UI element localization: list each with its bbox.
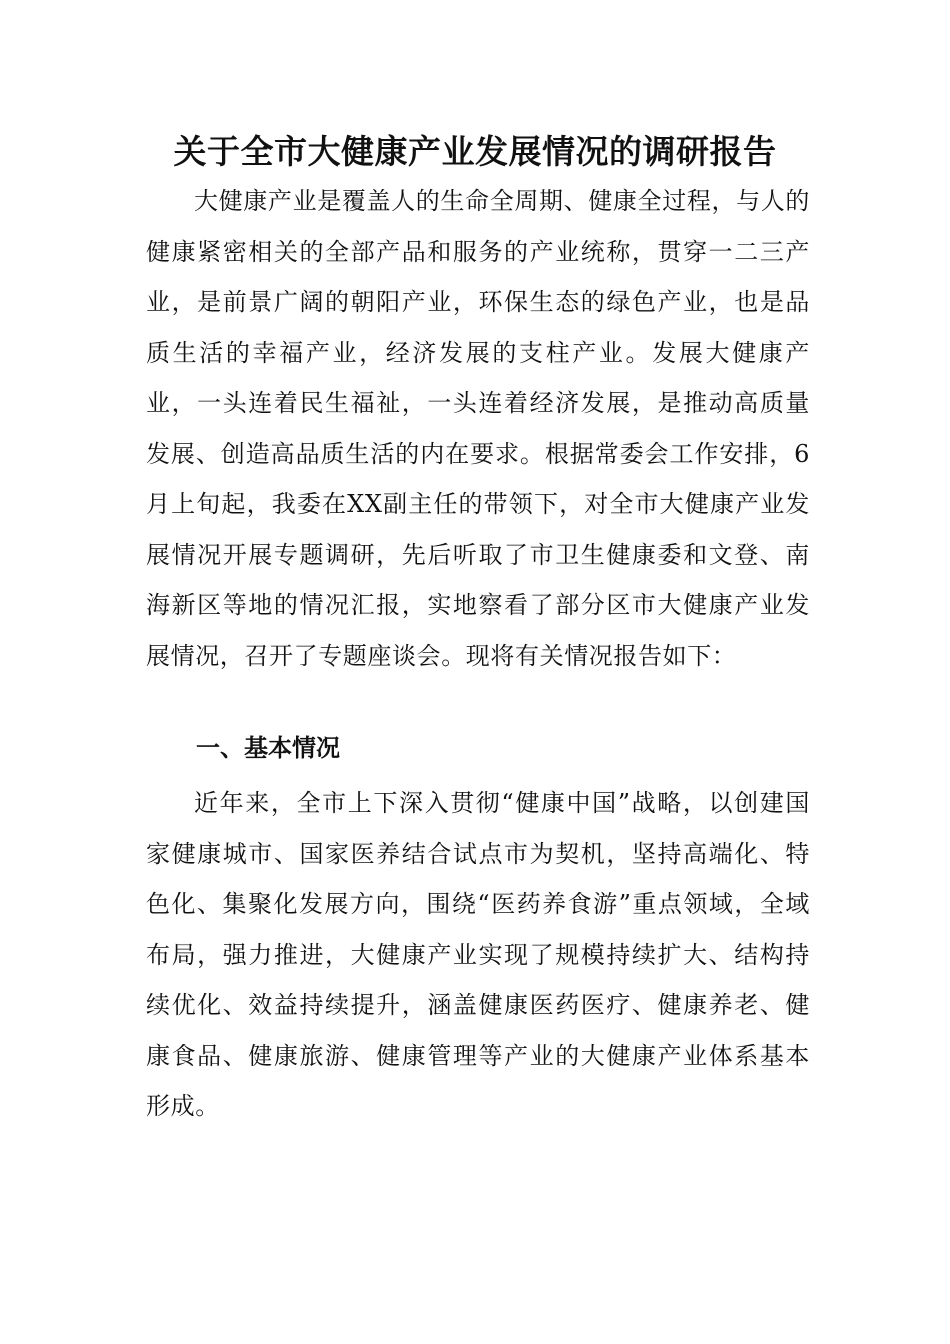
basic-situation-paragraph: 近年来，全市上下深入贯彻“健康中国”战略，以创建国家健康城市、国家医养结合试点市为契机，坚持高端化、特色化、集聚化发展方向，围绕“医药养食游”重点领域，全域布局，强力推进，大健康产业实现了规模持续扩大、结构持续优化、效益持续提升，涵盖健康医药医疗、健康养老、健康食品、健康旅游、健康管理等产业的大健康产业体系基本形成。 — [146, 789, 810, 1120]
document-title: 关于全市大健康产业发展情况的调研报告 — [173, 132, 777, 171]
section-heading: 一、基本情况 — [196, 734, 340, 762]
intro-paragraph: 大健康产业是覆盖人的生命全周期、健康全过程，与人的健康紧密相关的全部产品和服务的产业统称，贯穿一二三产业，是前景广阔的朝阳产业，环保生态的绿色产业，也是品质生活的幸福产业，经济发展的支柱产业。发展大健康产业，一头连着民生福祉，一头连着经济发展，是推动高质量发展、创造高品质生活的内在要求。根据常委会工作安排，6月上旬起，我委在XX副主任的带领下，对全市大健康产业发展情况开展专题调研，先后听取了市卫生健康委和文登、南海新区等地的情况汇报，实地察看了部分区市大健康产业发展情况，召开了专题座谈会。现将有关情况报告如下： — [146, 187, 810, 670]
